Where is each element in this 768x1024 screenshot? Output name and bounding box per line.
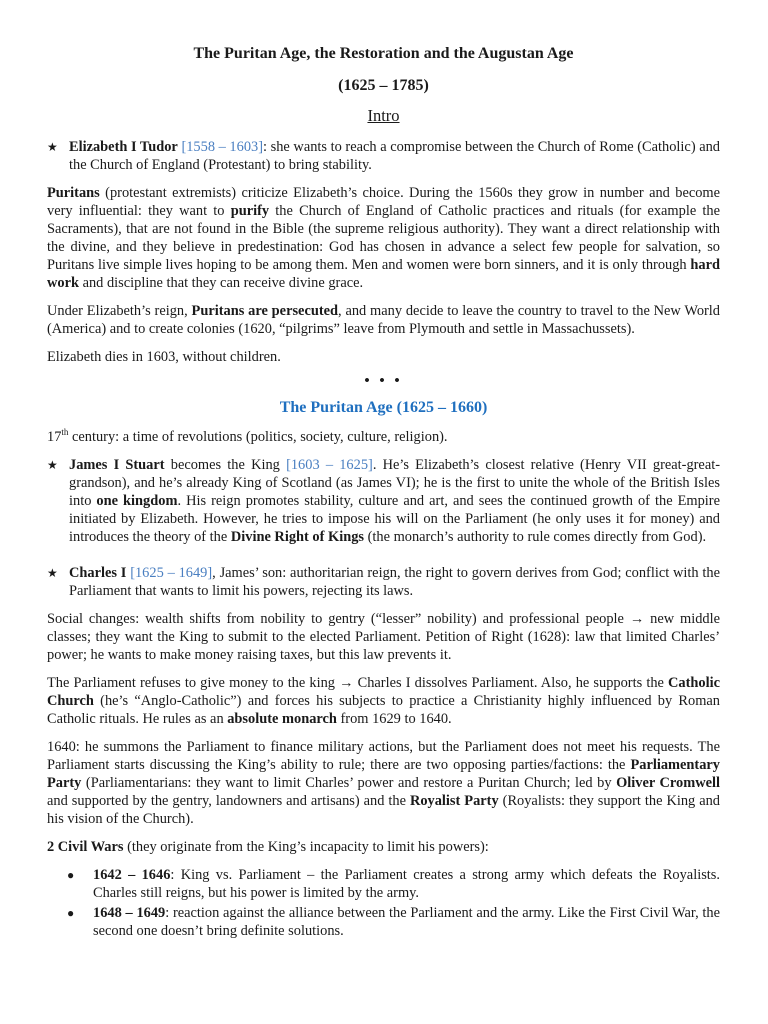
dot-bullet-icon: ● (67, 868, 75, 882)
p1640-text-2: (Parliamentarians: they want to limit Charles’ power and restore a Puritan Church; led by (81, 775, 617, 791)
civil-wars-term: 2 Civil Wars (47, 839, 124, 855)
james-text-2: . He’s Elizabeth’s closest relative (Henry VII great-great-grandson), and he’s already King of Scotland (as James VI); he is the first to unite the whole of the British Isles into (69, 457, 721, 509)
elizabeth-item (47, 138, 720, 174)
puritans-term: Puritans (47, 185, 100, 201)
parliament-text-1: The Parliament refuses to give money to the king → Charles I dissolves Parliament. Also, he supports the (47, 675, 669, 691)
war-dates: 1642 – 1646 (93, 867, 171, 883)
persecuted-term: Puritans are persecuted (191, 303, 339, 319)
james-item (47, 456, 720, 546)
charles-text (69, 564, 720, 600)
reign-text-1: Under Elizabeth’s reign, (47, 303, 192, 319)
charles-dates: [1625 – 1649] (130, 565, 213, 581)
century-paragraph (47, 428, 720, 446)
elizabeth-text (69, 138, 720, 174)
one-kingdom-term: one kingdom (96, 493, 178, 509)
oliver-cromwell-term: Oliver Cromwell (616, 775, 721, 791)
hard-work-term: hard work (47, 257, 720, 291)
reign-text-2: , and many decide to leave the country to travel to the New World (America) and to create colonies (1620, “pilgrims” leave from Plymouth and settle in Massachussets). (47, 303, 721, 337)
social-paragraph: Social changes: wealth shifts from nobility to gentry (“lesser” nobility) and professional people → new middle classes; they want the King to submit to the elected Parliament. Petition of Right (1628): law that limited Charles’ power; he wants to make money raising taxes, but this law prevents it. (47, 611, 720, 663)
divine-right-term: Divine Right of Kings (230, 529, 364, 545)
james-dates: [1603 – 1625] (286, 457, 373, 473)
star-bullet-icon: ★ (47, 566, 58, 580)
reign-paragraph (47, 302, 720, 338)
absolute-monarch-term: absolute monarch (227, 711, 337, 727)
james-text-1: becomes the King (164, 457, 287, 473)
parliament-text-2: (he’s “Anglo-Catholic”) and forces his subjects to practice a Christianity highly influenced by Roman Catholic rituals. He rules as an (47, 693, 720, 727)
james-name: James I Stuart (69, 457, 165, 473)
charles-name: Charles I (69, 565, 127, 581)
intro-heading: Intro (367, 106, 400, 125)
p1640-paragraph (47, 738, 720, 828)
parliament-paragraph (47, 674, 720, 728)
war-desc: : reaction against the alliance between the Parliament and the army. Like the First Civil War, the second one doesn’t bring definite solutions. (93, 905, 720, 939)
star-bullet-icon: ★ (47, 140, 58, 154)
purify-term: purify (230, 203, 270, 219)
puritans-text-3: and discipline that they can receive divine grace. (78, 275, 364, 291)
charles-desc: , James’ son: authoritarian reign, the right to govern derives from God; conflict with the Parliament that wants to limit his powers, rejecting its laws. (69, 565, 720, 599)
james-text (69, 456, 720, 546)
war-text (93, 904, 720, 940)
century-text: century: a time of revolutions (politics, society, culture, religion). (68, 429, 448, 445)
royalist-party-term: Royalist Party (409, 793, 499, 809)
puritans-text-1: (protestant extremists) criticize Elizabeth’s choice. During the 1560s they grow in number and become very influential: they want to (47, 185, 720, 219)
james-text-3: . His reign promotes stability, culture and art, and sees the continued growth of the Empire initiated by Elizabeth. However, he tries to impose his will on the Parliament (he only uses it for money) and introduces the theory of the (69, 493, 720, 545)
p1640-text-3: and supported by the gentry, landowners and artisans) and the (47, 793, 410, 809)
war-text (93, 866, 720, 902)
parliamentary-party-term: Parliamentary Party (47, 757, 720, 791)
century-number: 17 (47, 429, 62, 445)
elizabeth-dates: [1558 – 1603] (181, 139, 264, 155)
james-text-4: (the monarch’s authority to rule comes directly from God). (364, 529, 707, 545)
parliament-text-3: from 1629 to 1640. (336, 711, 452, 727)
p1640-text-4: (Royalists: they support the King and his vision of the Church). (47, 793, 720, 827)
century-sup: th (61, 427, 69, 438)
puritans-text-2: the Church of England of Catholic practices and rituals (for example the Sacraments), that are not found in the Bible (the supreme religious authority). They want a direct relationship with the divine, and they believe in predestination: God has chosen in advance a select few people for salvation, so Puritans live simple lives hoping to be among them. Men and women were born sinners, and it is only through (47, 203, 720, 273)
star-bullet-icon: ★ (47, 458, 58, 472)
section-heading-puritan-age: The Puritan Age (1625 – 1660) (279, 399, 488, 416)
war-item (47, 904, 720, 940)
war-dates: 1648 – 1649 (93, 905, 166, 921)
civil-wars-paragraph (47, 838, 720, 856)
civil-wars-text: (they originate from the King’s incapacity to limit his powers): (123, 839, 489, 855)
separator-dots: • • • (364, 373, 403, 389)
page-title: The Puritan Age, the Restoration and the Augustan Age (193, 45, 574, 62)
puritans-paragraph (47, 184, 720, 292)
war-desc: : King vs. Parliament – the Parliament creates a strong army which defeats the Royalists. Charles still reigns, but his power is limited by the army. (93, 867, 720, 901)
elizabeth-name: Elizabeth I Tudor (69, 139, 178, 155)
page-subtitle-years: (1625 – 1785) (338, 77, 429, 94)
charles-item (47, 564, 720, 600)
catholic-church-term: Catholic Church (47, 675, 720, 709)
dies-paragraph: Elizabeth dies in 1603, without children. (47, 349, 281, 365)
elizabeth-desc: : she wants to reach a compromise between the Church of Rome (Catholic) and the Church of England (Protestant) to bring stability. (69, 139, 721, 173)
p1640-text-1: 1640: he summons the Parliament to finance military actions, but the Parliament does not meet his requests. The Parliament starts discussing the King’s ability to rule; there are two opposing parties/factions: the (47, 739, 720, 773)
war-item (47, 866, 720, 902)
dot-bullet-icon: ● (67, 906, 75, 920)
